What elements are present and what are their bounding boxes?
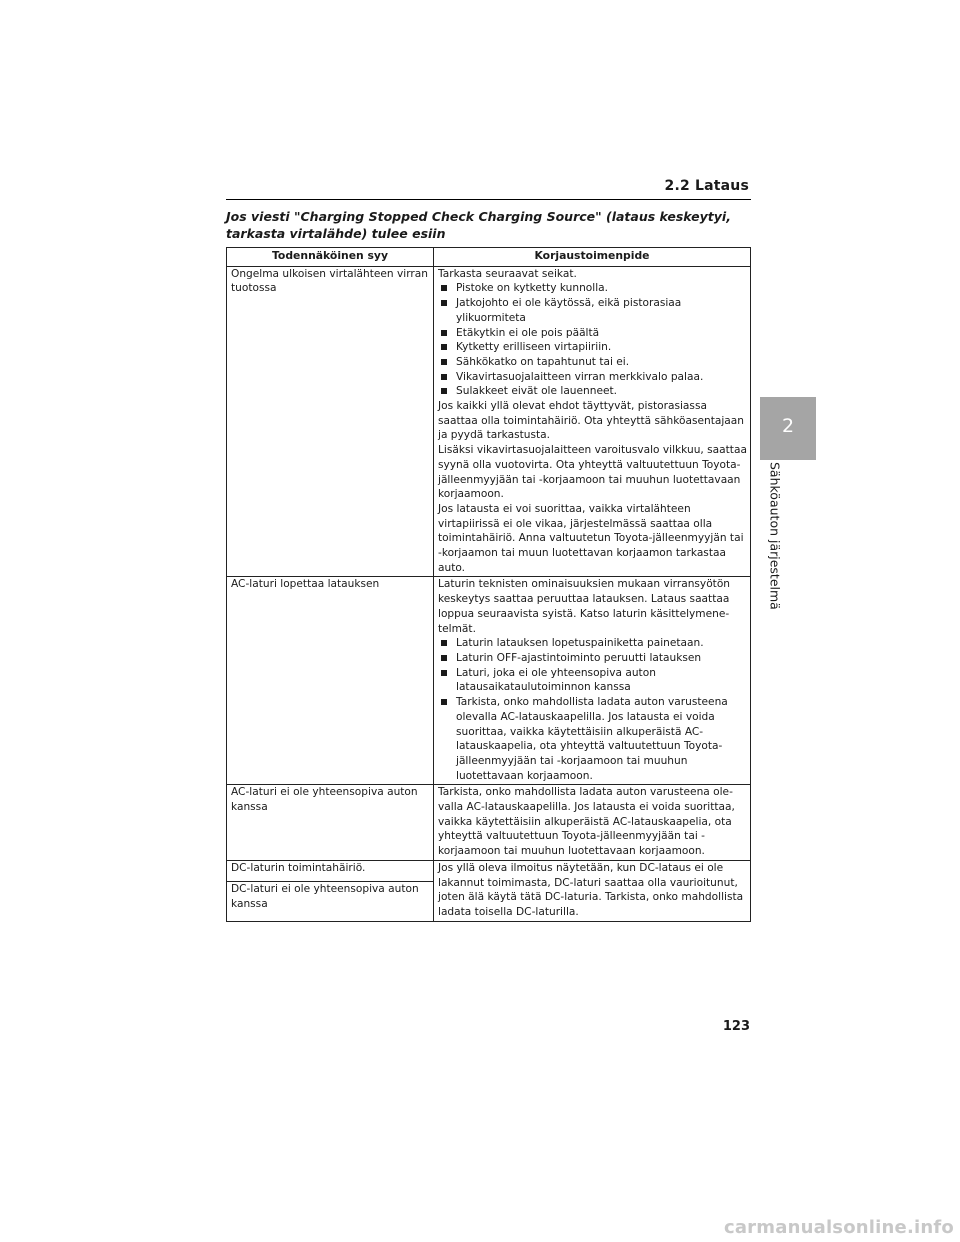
list-item: Etäkytkin ei ole pois päältä [438, 326, 747, 341]
list-item: Jatkojohto ei ole käytössä, eikä pistorasiaa ylikuormiteta [438, 296, 747, 325]
cause-cell: DC-laturin toimintahäiriö. [227, 860, 434, 881]
cause-cell: AC-laturi ei ole yhteensopiva auton kanssa [227, 785, 434, 861]
chapter-title: Sähköauton järjestelmä [767, 462, 783, 610]
cause-cell: AC-laturi lopettaa latauksen [227, 577, 434, 785]
remedy-cell [434, 266, 751, 577]
section-header [226, 177, 751, 200]
remedy-paragraph: Lisäksi vikavirtasuojalaitteen varoitusvalo vilkkuu, saattaa syynä olla vuotovirta. Ota yhteyttä valtuutettuun Toyota-jälleenmyyjään tai -korjaamoon tai muuhun luotettavaan korjaamoon. [438, 444, 747, 501]
table-row [227, 785, 751, 861]
remedy-intro: Tarkasta seuraavat seikat. [438, 267, 577, 280]
list-item: Laturi, joka ei ole yhteensopiva auton latausaikataulutoiminnon kanssa [438, 666, 747, 695]
chapter-tab [760, 397, 816, 460]
list-item: Vikavirtasuojalaitteen virran merkkivalo palaa. [438, 370, 747, 385]
column-header-cause: Todennäköinen syy [227, 248, 434, 267]
list-item: Laturin OFF-ajastintoiminto peruutti latauksen [438, 651, 747, 666]
remedy-cell: Jos yllä oleva ilmoitus näytetään, kun DC-lataus ei ole lakannut toimimasta, DC-laturi saattaa olla vaurioitunut, joten älä käytä tätä DC-laturia. Tarkista, onko mahdollista ladata toisella DC-laturilla. [434, 860, 751, 921]
page-heading: Jos viesti "Charging Stopped Check Charging Source" (lataus keskeytyi, tarkasta virtalähde) tulee esiin [226, 209, 731, 241]
list-item: Sähkökatko on tapahtunut tai ei. [438, 355, 747, 370]
cause-cell: Ongelma ulkoisen virtalähteen virran tuotossa [227, 266, 434, 577]
watermark [723, 1212, 960, 1242]
column-header-remedy: Korjaustoimenpide [434, 248, 751, 267]
cause-cell: DC-laturi ei ole yhteensopiva auton kanssa [227, 881, 434, 921]
list-item: Pistoke on kytketty kunnolla. [438, 281, 747, 296]
page-number: 123 [722, 1019, 750, 1034]
remedy-cell [434, 577, 751, 785]
causes-table [226, 247, 751, 922]
chapter-number: 2 [781, 415, 795, 437]
bullet-list [438, 636, 747, 783]
section-title: 2.2 Lataus [664, 178, 749, 194]
table-row [227, 266, 751, 577]
table-header-row [227, 248, 751, 267]
table-row [227, 860, 751, 881]
list-item: Tarkista, onko mahdollista ladata auton varusteena olevalla AC-latauskaapelilla. Jos latausta ei voida suorittaa, vaikka käytettäisiin alkuperäistä AC-latauskaapelia, ota yhteyttä valtuutettuun Toyota-jälleenmyyjään tai -korjaamoon tai muuhun luotettavaan korjaamoon. [438, 695, 747, 783]
list-item: Laturin latauksen lopetuspainiketta painetaan. [438, 636, 747, 651]
list-item: Sulakkeet eivät ole lauenneet. [438, 384, 747, 399]
chapter-label [763, 462, 787, 620]
list-item: Kytketty erilliseen virtapiiriin. [438, 340, 747, 355]
watermark-text: carmanualsonline.info [723, 1217, 954, 1238]
remedy-paragraph: Jos latausta ei voi suorittaa, vaikka virtalähteen virtapiirissä ei ole vikaa, järjestelmässä saattaa olla toimintahäiriö. Anna valtuutetun Toyota-jälleenmyyjän tai -korjaamon tai muun luotettavan korjaamon tarkastaa auto. [438, 502, 744, 574]
remedy-cell: Tarkista, onko mahdollista ladata auton varusteena olevalla AC-latauskaapelilla. Jos latausta ei voida suorittaa, vaikka käytettäisiin alkuperäistä AC-latauskaapelia, ota yhteyttä valtuutettuun Toyota-jälleenmyyjään tai -korjaamoon tai muuhun luotettavaan korjaamoon. [434, 785, 751, 861]
bullet-list [438, 281, 747, 399]
table-row [227, 577, 751, 785]
remedy-intro: Laturin teknisten ominaisuuksien mukaan virransyötön keskeytys saattaa peruuttaa latauksen. Lataus saattaa loppua seuraavista syistä. Katso laturin käsittelymenetelmät. [438, 578, 731, 635]
remedy-paragraph: Jos kaikki yllä olevat ehdot täyttyvät, pistorasiassa saattaa olla toimintahäiriö. Ota yhteyttä sähköasentajaan ja pyydä tarkastusta. [438, 400, 745, 442]
